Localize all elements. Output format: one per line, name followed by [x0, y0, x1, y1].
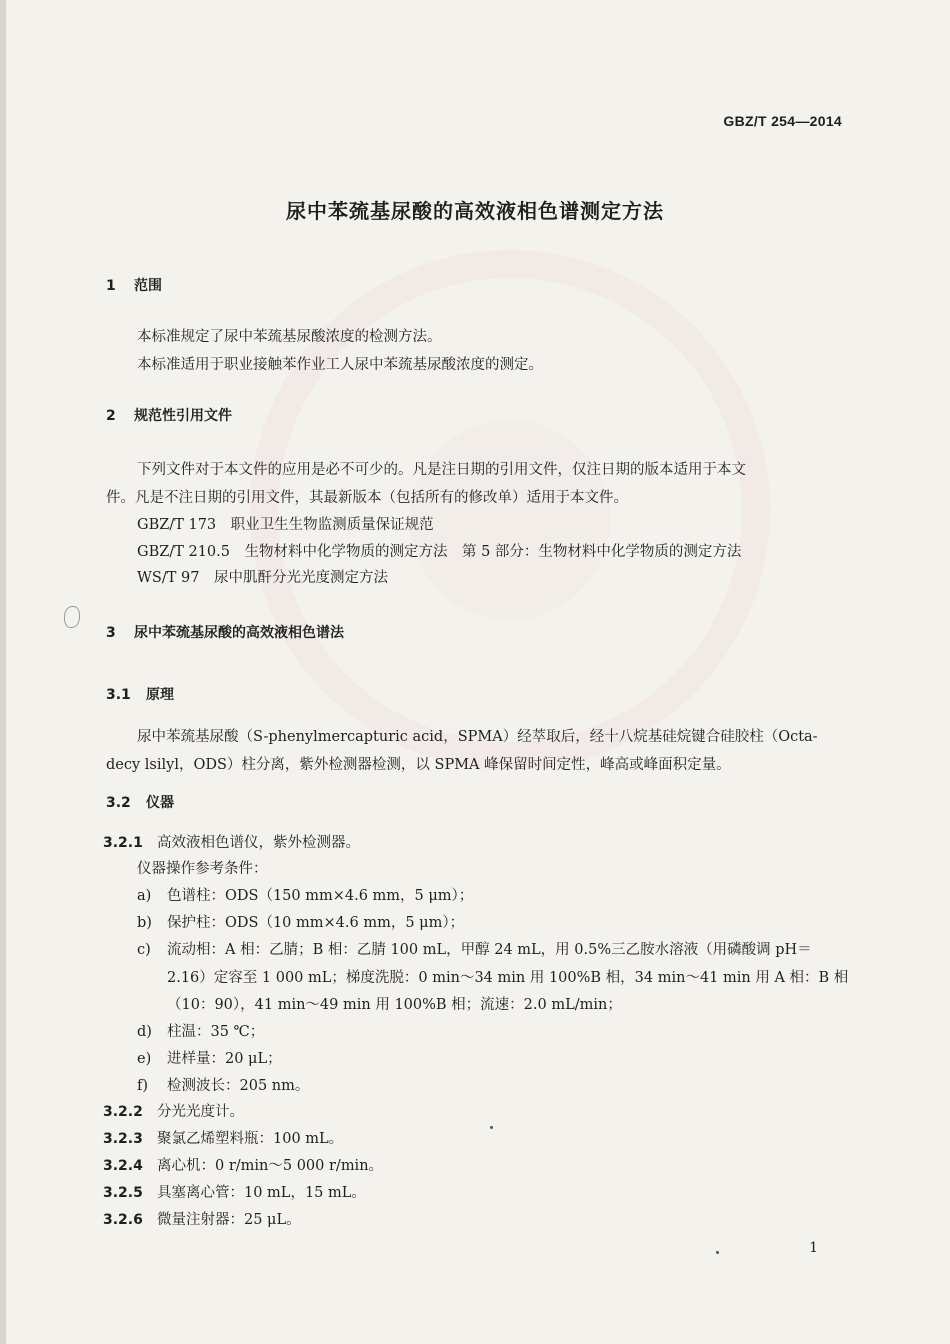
punch-hole-mark [64, 606, 80, 628]
document-title: 尿中苯巯基尿酸的高效液相色谱测定方法 [286, 199, 664, 223]
watermark-center [410, 420, 610, 620]
item-label: e) [137, 1051, 152, 1067]
conditions-title: 仪器操作参考条件： [137, 861, 268, 877]
section-title: 原理 [146, 687, 174, 703]
item-text: 进样量：20 μL； [167, 1051, 282, 1067]
section-number: 3.2 [106, 795, 131, 811]
section-number: 2 [106, 408, 116, 424]
clause-3-2-6 [103, 1207, 301, 1233]
clause-number: 3.2.5 [103, 1185, 143, 1201]
clause-number: 3.2.6 [103, 1212, 143, 1228]
item-label: f) [137, 1078, 149, 1094]
item-text: 流动相：A 相：乙腈；B 相：乙腈 100 mL，甲醇 24 mL，用 0.5%三乙胺水溶液（用磷酸调 pH＝ [167, 942, 812, 958]
reference-item: GBZ/T 173 职业卫生生物监测质量保证规范 [137, 517, 434, 533]
clause-3-2-5 [103, 1180, 366, 1206]
clause-text: 分光光度计。 [157, 1104, 244, 1120]
item-label: c) [137, 942, 151, 958]
paragraph: 本标准适用于职业接触苯作业工人尿中苯巯基尿酸浓度的测定。 [137, 357, 543, 373]
section-2-heading [106, 405, 232, 425]
scan-speck [490, 1126, 493, 1129]
item-text: 柱温：35 ℃； [167, 1024, 265, 1040]
section-3-1-heading [106, 684, 174, 704]
clause-3-2-3 [103, 1126, 343, 1152]
reference-item: GBZ/T 210.5 生物材料中化学物质的测定方法 第 5 部分：生物材料中化学物质的测定方法 [137, 544, 742, 560]
clause-text: 高效液相色谱仪，紫外检测器。 [157, 835, 360, 851]
condition-item [137, 883, 473, 909]
condition-item-continued: （10：90），41 min～49 min 用 100%B 相；流速：2.0 mL/min； [167, 997, 622, 1013]
section-title: 规范性引用文件 [134, 408, 232, 424]
section-number: 3.1 [106, 687, 131, 703]
condition-item-continued: 2.16）定容至 1 000 mL；梯度洗脱：0 min～34 min 用 100%B 相，34 min～41 min 用 A 相：B 相 [167, 970, 849, 986]
section-title: 范围 [134, 278, 162, 294]
condition-item [137, 937, 812, 963]
clause-text: 微量注射器：25 μL。 [157, 1212, 301, 1228]
item-label: d) [137, 1024, 152, 1040]
reference-item: WS/T 97 尿中肌酐分光光度测定方法 [137, 570, 388, 586]
clause-text: 聚氯乙烯塑料瓶：100 mL。 [157, 1131, 344, 1147]
paragraph: decy lsilyl，ODS）柱分离，紫外检测器检测，以 SPMA 峰保留时间定性，峰高或峰面积定量。 [106, 757, 731, 773]
clause-text: 离心机：0 r/min～5 000 r/min。 [157, 1158, 384, 1174]
condition-item [137, 910, 464, 936]
condition-item [137, 1046, 282, 1072]
item-label: b) [137, 915, 152, 931]
paragraph: 本标准规定了尿中苯巯基尿酸浓度的检测方法。 [137, 329, 442, 345]
section-3-heading [106, 622, 344, 642]
clause-text: 具塞离心管：10 mL，15 mL。 [157, 1185, 366, 1201]
clause-3-2-1 [103, 830, 360, 856]
clause-number: 3.2.4 [103, 1158, 143, 1174]
item-text: 保护柱：ODS（10 mm×4.6 mm，5 μm）； [167, 915, 465, 931]
clause-number: 3.2.2 [103, 1104, 143, 1120]
section-title: 尿中苯巯基尿酸的高效液相色谱法 [134, 625, 344, 641]
item-label: a) [137, 888, 152, 904]
clause-number: 3.2.1 [103, 835, 143, 851]
section-title: 仪器 [146, 795, 174, 811]
item-text: 检测波长：205 nm。 [167, 1078, 310, 1094]
clause-3-2-4 [103, 1153, 383, 1179]
section-1-heading [106, 275, 162, 295]
clause-number: 3.2.3 [103, 1131, 143, 1147]
condition-item [137, 1073, 309, 1099]
paragraph: 尿中苯巯基尿酸（S-phenylmercapturic acid，SPMA）经萃取后，经十八烷基硅烷键合硅胶柱（Octa- [137, 729, 818, 745]
paragraph: 件。凡是不注日期的引用文件，其最新版本（包括所有的修改单）适用于本文件。 [106, 490, 628, 506]
page-number: 1 [809, 1240, 818, 1256]
condition-item [137, 1019, 264, 1045]
clause-3-2-2 [103, 1099, 244, 1125]
scan-speck [716, 1251, 719, 1254]
item-text: 色谱柱：ODS（150 mm×4.6 mm，5 μm）； [167, 888, 474, 904]
standard-code: GBZ/T 254—2014 [723, 113, 842, 129]
section-3-2-heading [106, 792, 174, 812]
paragraph: 下列文件对于本文件的应用是必不可少的。凡是注日期的引用文件，仅注日期的版本适用于本文 [137, 462, 746, 478]
section-number: 1 [106, 278, 116, 294]
section-number: 3 [106, 625, 116, 641]
